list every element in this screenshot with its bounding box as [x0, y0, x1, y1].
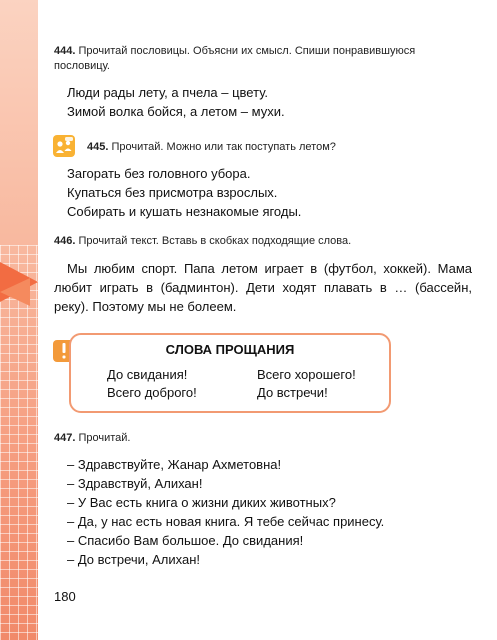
- dialogue-line: – У Вас есть книга о жизни диких животных?: [67, 495, 336, 510]
- vocabulary-box: [69, 333, 391, 413]
- vocabulary-word: Всего доброго!: [107, 385, 197, 400]
- task-446-instruction: 446. Прочитай текст. Вставь в скобках подходящие слова.: [54, 235, 352, 247]
- paragraph-line: реку). Поэтому мы не болеем.: [54, 299, 237, 314]
- task-number: 445.: [87, 141, 109, 153]
- vocabulary-word: До свидания!: [107, 367, 188, 382]
- text-line: Загорать без головного убора.: [67, 166, 251, 181]
- dialogue-line: – Да, у нас есть новая книга. Я тебе сейчас принесу.: [67, 514, 385, 529]
- vocabulary-word: Всего хорошего!: [257, 367, 356, 382]
- page-number: 180: [54, 589, 76, 604]
- paragraph-line: любит играть в (бадминтон). Дети ходят плавать в … (бассейн,: [54, 280, 472, 295]
- proverb-line: Люди рады лету, а пчела – цвету.: [67, 85, 268, 100]
- dialogue-line: – Здравствуйте, Жанар Ахметовна!: [67, 457, 282, 472]
- dialogue-line: – До встречи, Алихан!: [67, 552, 201, 567]
- task-447-dialogue: [67, 455, 384, 569]
- text-line: Купаться без присмотра взрослых.: [67, 185, 278, 200]
- vocabulary-word: До встречи!: [257, 385, 328, 400]
- task-445-lines: [67, 164, 301, 221]
- task-444-instruction: 444. Прочитай пословицы. Объясни их смысл. Спиши понравившуюся пословицу.: [54, 45, 416, 72]
- paragraph-line: Мы любим спорт. Папа летом играет в (футбол, хоккей). Мама: [67, 261, 472, 276]
- text-line: Собирать и кушать незнакомые ягоды.: [67, 204, 302, 219]
- task-444-proverbs: [67, 83, 285, 121]
- proverb-line: Зимой волка бойся, а летом – мухи.: [67, 104, 285, 119]
- vocabulary-title: СЛОВА ПРОЩАНИЯ: [165, 342, 295, 357]
- dialogue-line: – Спасибо Вам большое. До свидания!: [67, 533, 304, 548]
- task-number: 444.: [54, 45, 76, 57]
- margin-triangle-decoration-2: [0, 278, 30, 306]
- task-447-instruction: 447. Прочитай.: [54, 432, 131, 444]
- task-number: 446.: [54, 235, 76, 247]
- task-number: 447.: [54, 432, 76, 444]
- task-446-text: [54, 259, 472, 316]
- task-445-instruction: 445. Прочитай. Можно или так поступать летом?: [87, 141, 336, 153]
- dialogue-line: – Здравствуй, Алихан!: [67, 476, 203, 491]
